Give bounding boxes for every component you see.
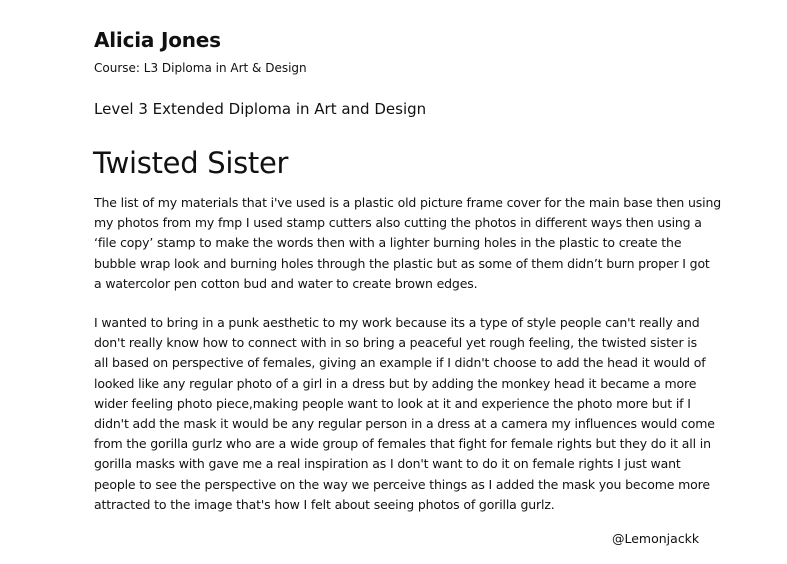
paragraph-line: ‘file copy’ stamp to make the words then with a lighter burning holes in the plastic to create the [94,235,682,251]
paragraph-line: gorilla masks with gave me a real inspiration as I don't want to do it on female rights I just want [94,456,681,472]
paragraph-line: I wanted to bring in a punk aesthetic to my work because its a type of style people can't really and [94,315,700,330]
paragraph-line: wider feeling photo piece,making people want to look at it and experience the photo more but if I [94,395,691,411]
author-name: Alicia Jones [94,28,221,52]
paragraph-line: bubble wrap look and burning holes through the plastic but as some of them didn’t burn proper I got [94,255,710,271]
paragraph-line: my photos from my fmp I used stamp cutters also cutting the photos in different ways then using a [94,215,702,231]
course-line: Course: L3 Diploma in Art & Design [94,61,307,75]
qualification-line: Level 3 Extended Diploma in Art and Design [94,100,427,118]
paragraph-line: all based on perspective of females, giving an example if I didn't choose to add the head it would of [94,355,706,371]
paragraph-line: people to see the perspective on the way we perceive things as I added the mask you become more [94,476,710,492]
author-handle: @Lemonjackk [612,531,700,546]
paragraph-line: a watercolor pen cotton bud and water to create brown edges. [94,275,478,291]
paragraph-line: The list of my materials that i've used is a plastic old picture frame cover for the main base then using [94,195,722,210]
document-title: Twisted Sister [93,146,289,180]
paragraph-line: from the gorilla gurlz who are a wide group of females that fight for female rights but they do it all in [94,436,711,452]
paragraph-line: looked like any regular photo of a girl in a dress but by adding the monkey head it became a more [94,375,697,391]
paragraph-line: attracted to the image that's how I felt about seeing photos of gorilla gurlz. [94,496,555,512]
paragraph-line: didn't add the mask it would be any regular person in a dress at a camera my influences would come [94,416,715,432]
paragraph-materials [94,193,734,294]
paragraph-line: don't really know how to connect with in so bring a peaceful yet rough feeling, the twisted sister is [94,335,697,351]
paragraph-inspiration [94,313,734,515]
